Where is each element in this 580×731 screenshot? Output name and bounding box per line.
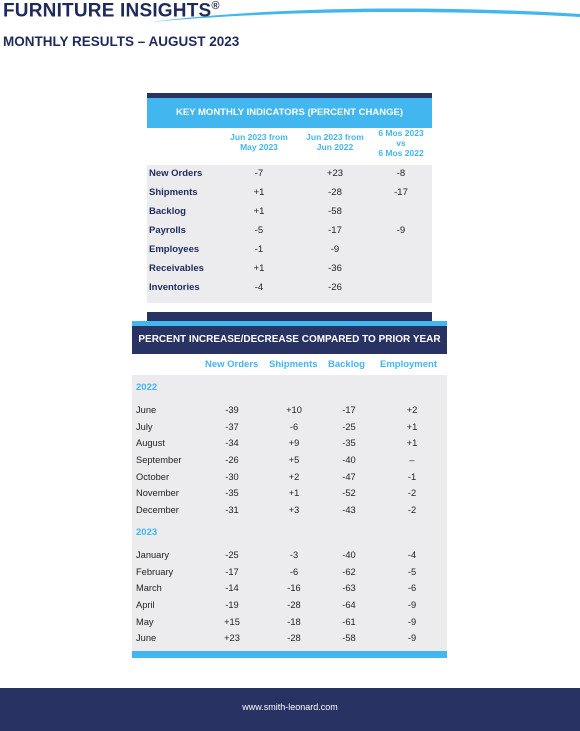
row-label: Payrolls xyxy=(149,225,186,236)
month-label: February xyxy=(136,566,174,577)
cell-value: -17 xyxy=(394,187,408,198)
cell-value: -9 xyxy=(407,599,417,610)
month-label: October xyxy=(136,471,170,482)
cell-value: -40 xyxy=(342,455,356,466)
month-label: August xyxy=(136,438,165,449)
footer-bar xyxy=(0,688,580,731)
cell-value: -2 xyxy=(407,505,417,516)
year-heading: 2022 xyxy=(136,382,158,393)
cell-value: +5 xyxy=(288,455,300,466)
cell-value: -2 xyxy=(407,488,417,499)
table-bottom-bar xyxy=(132,651,447,658)
row-label: New Orders xyxy=(149,168,203,179)
cell-value: -58 xyxy=(328,206,342,217)
cell-value: -35 xyxy=(342,438,356,449)
cell-value: +1 xyxy=(288,488,300,499)
cell-value: +9 xyxy=(288,438,300,449)
table-row xyxy=(132,548,447,565)
table-row xyxy=(132,403,447,420)
month-label: January xyxy=(136,549,170,560)
cell-value: -61 xyxy=(342,616,356,627)
column-header-year-over-year: Jun 2023 from Jun 2022 xyxy=(306,132,364,152)
cell-value: -28 xyxy=(328,187,342,198)
cell-value: -28 xyxy=(287,633,301,644)
prior-year-column-headers xyxy=(132,354,447,375)
cell-value: +10 xyxy=(286,405,302,415)
month-label: July xyxy=(136,421,153,432)
footer-website-link[interactable]: www.smith-leonard.com xyxy=(242,702,338,712)
cell-value: -6 xyxy=(289,566,299,577)
row-label: Employees xyxy=(149,244,200,255)
cell-value: +1 xyxy=(253,206,265,217)
cell-value: +2 xyxy=(406,405,418,415)
cell-value: -9 xyxy=(407,616,417,627)
cell-value: -6 xyxy=(289,421,299,432)
key-indicators-title: KEY MONTHLY INDICATORS (PERCENT CHANGE) xyxy=(147,98,432,128)
cell-value: -5 xyxy=(254,225,264,236)
table-row xyxy=(132,453,447,470)
month-label: June xyxy=(136,633,157,644)
table-row xyxy=(147,222,432,241)
cell-value: -1 xyxy=(407,471,417,482)
table-row xyxy=(132,436,447,453)
cell-value: -9 xyxy=(330,244,340,255)
row-label: Receivables xyxy=(149,263,204,274)
cell-value: +1 xyxy=(406,438,418,449)
table-row xyxy=(147,184,432,203)
cell-value: -35 xyxy=(225,488,239,499)
report-title: FURNITURE INSIGHTS® xyxy=(3,0,220,22)
cell-value: +2 xyxy=(288,471,300,482)
table-bottom-bar xyxy=(147,312,432,321)
column-header-six-months: 6 Mos 2023 vs 6 Mos 2022 xyxy=(378,128,424,158)
row-label: Backlog xyxy=(149,206,186,217)
key-indicators-table xyxy=(147,93,432,321)
cell-value: -40 xyxy=(342,549,356,560)
cell-value: +1 xyxy=(406,421,418,432)
table-row xyxy=(132,565,447,582)
row-label: Inventories xyxy=(149,282,200,293)
column-header-month-over-month: Jun 2023 from May 2023 xyxy=(230,132,288,152)
cell-value: -16 xyxy=(287,583,301,594)
month-label: June xyxy=(136,405,157,415)
key-indicators-column-headers xyxy=(147,128,432,165)
column-header-employment: Employment xyxy=(380,359,438,370)
table-row xyxy=(132,420,447,437)
table-row xyxy=(132,486,447,503)
table-row xyxy=(132,598,447,615)
cell-value: +1 xyxy=(253,187,265,198)
cell-value: -17 xyxy=(342,405,356,415)
cell-value: -5 xyxy=(407,566,417,577)
table-row xyxy=(147,203,432,222)
cell-value: -30 xyxy=(225,471,239,482)
year-heading: 2023 xyxy=(136,526,158,538)
cell-value: -58 xyxy=(342,633,356,644)
registered-mark: ® xyxy=(211,0,220,12)
key-indicators-body xyxy=(147,165,432,303)
row-label: Shipments xyxy=(149,187,198,198)
cell-value: -37 xyxy=(225,421,239,432)
prior-year-table xyxy=(132,321,447,658)
column-header-backlog: Backlog xyxy=(328,359,365,370)
table-row xyxy=(132,631,447,648)
cell-value: -39 xyxy=(225,405,239,415)
cell-value: -47 xyxy=(342,471,356,482)
cell-value: -64 xyxy=(342,599,356,610)
cell-value: +23 xyxy=(224,633,240,644)
table-row xyxy=(147,279,432,298)
cell-value: -4 xyxy=(407,549,417,560)
cell-value: -25 xyxy=(225,549,239,560)
table-row xyxy=(132,581,447,598)
prior-year-title: PERCENT INCREASE/DECREASE COMPARED TO PRIOR YEAR xyxy=(132,326,447,354)
cell-value: -4 xyxy=(254,282,264,293)
cell-value: -43 xyxy=(342,505,356,516)
cell-value: -26 xyxy=(225,455,239,466)
cell-value: -34 xyxy=(225,438,239,449)
cell-value: +23 xyxy=(326,168,344,179)
cell-value: -28 xyxy=(287,599,301,610)
table-row xyxy=(147,241,432,260)
cell-value: -52 xyxy=(342,488,356,499)
cell-value: -19 xyxy=(225,599,239,610)
cell-value: -18 xyxy=(287,616,301,627)
column-header-shipments: Shipments xyxy=(269,359,318,370)
cell-value: -25 xyxy=(342,421,356,432)
cell-value: -1 xyxy=(254,244,264,255)
cell-value: -14 xyxy=(225,583,239,594)
column-header-new-orders: New Orders xyxy=(205,359,259,370)
table-row xyxy=(132,615,447,632)
cell-value: +3 xyxy=(288,505,300,516)
cell-value: +15 xyxy=(224,616,240,627)
month-label: March xyxy=(136,583,162,594)
cell-value: -7 xyxy=(254,168,264,179)
month-label: September xyxy=(136,455,182,466)
cell-value: +1 xyxy=(253,263,265,274)
table-row xyxy=(147,165,432,184)
cell-value: -17 xyxy=(328,225,342,236)
cell-value: -26 xyxy=(328,282,342,293)
table-row xyxy=(132,503,447,520)
cell-value: -6 xyxy=(407,583,417,594)
cell-value: – xyxy=(409,455,415,466)
month-label: November xyxy=(136,488,179,499)
prior-year-body xyxy=(132,375,447,651)
table-row xyxy=(132,470,447,487)
month-label: May xyxy=(136,616,154,627)
report-subtitle: MONTHLY RESULTS – AUGUST 2023 xyxy=(3,34,240,49)
cell-value: -36 xyxy=(328,263,342,274)
cell-value: -3 xyxy=(289,549,299,560)
table-row xyxy=(147,260,432,279)
month-label: December xyxy=(136,505,179,516)
cell-value: -8 xyxy=(396,168,406,179)
cell-value: -31 xyxy=(225,505,239,516)
cell-value: -63 xyxy=(342,583,356,594)
month-label: April xyxy=(136,599,155,610)
cell-value: -62 xyxy=(342,566,356,577)
cell-value: -9 xyxy=(396,225,406,236)
cell-value: -9 xyxy=(407,633,417,644)
cell-value: -17 xyxy=(225,566,239,577)
